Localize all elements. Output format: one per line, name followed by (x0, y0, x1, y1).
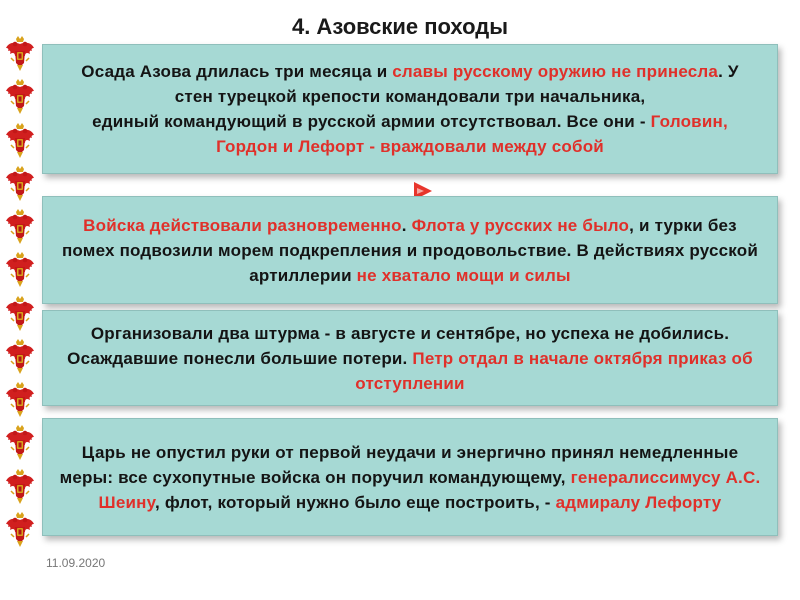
slide-title: 4. Азовские походы (291, 14, 509, 39)
info-box-troops (42, 196, 778, 304)
info-box-tsar-measures (42, 418, 778, 536)
coat-of-arms-icon (5, 166, 35, 202)
text-segment: . (401, 215, 412, 235)
text-segment: Организовали два штурма - в августе и сентябре, но успеха не добились. Осаждавшие понесли большие потери. (67, 323, 730, 368)
text-segment: , флот, который нужно было еще построить, - (154, 492, 556, 512)
highlight-segment: славы русскому оружию не принесла (392, 62, 719, 81)
text-segment: единый командующий в русской армии отсутствовал. Все они - (92, 112, 651, 131)
text-segment: . У стен турецкой крепости командовали три начальника, (174, 62, 739, 106)
coat-of-arms-icon (5, 382, 35, 418)
highlight-segment: Флота у русских не было (411, 215, 630, 235)
coat-of-arms-icon (5, 296, 35, 332)
info-box-text (57, 440, 763, 515)
info-box-text (57, 321, 763, 396)
info-box-text (57, 213, 763, 288)
coat-of-arms-icon (5, 252, 35, 288)
info-box-assaults (42, 310, 778, 406)
emblem-column (4, 36, 36, 548)
text-segment: , и турки без помех подвозили морем подкрепления и продовольствие. В действиях русской артиллерии (61, 215, 759, 285)
coat-of-arms-icon (5, 512, 35, 548)
highlight-segment: адмиралу Лефорту (555, 492, 722, 512)
coat-of-arms-icon (5, 36, 35, 72)
coat-of-arms-icon (5, 79, 35, 115)
text-segment: Царь не опустил руки от первой неудачи и энергично принял немедленные меры: все сухопутные войска он поручил командующему, (59, 442, 739, 487)
highlight-segment: Головин, Гордон и Лефорт - враждовали между собой (216, 112, 728, 156)
info-box-text (61, 59, 759, 109)
info-box-text (61, 109, 759, 159)
info-box-siege (42, 44, 778, 174)
highlight-segment: Войска действовали разновременно (83, 215, 402, 235)
highlight-segment: генералиссимусу А.С. Шеину (98, 467, 761, 512)
coat-of-arms-icon (5, 123, 35, 159)
text-segment: Осада Азова длилась три месяца и (81, 62, 393, 81)
highlight-segment: Петр отдал в начале октября приказ об отступлении (355, 348, 753, 393)
coat-of-arms-icon (5, 469, 35, 505)
coat-of-arms-icon (5, 425, 35, 461)
slide-date: 11.09.2020 (46, 556, 106, 570)
coat-of-arms-icon (5, 209, 35, 245)
highlight-segment: не хватало мощи и силы (356, 265, 571, 285)
coat-of-arms-icon (5, 339, 35, 375)
